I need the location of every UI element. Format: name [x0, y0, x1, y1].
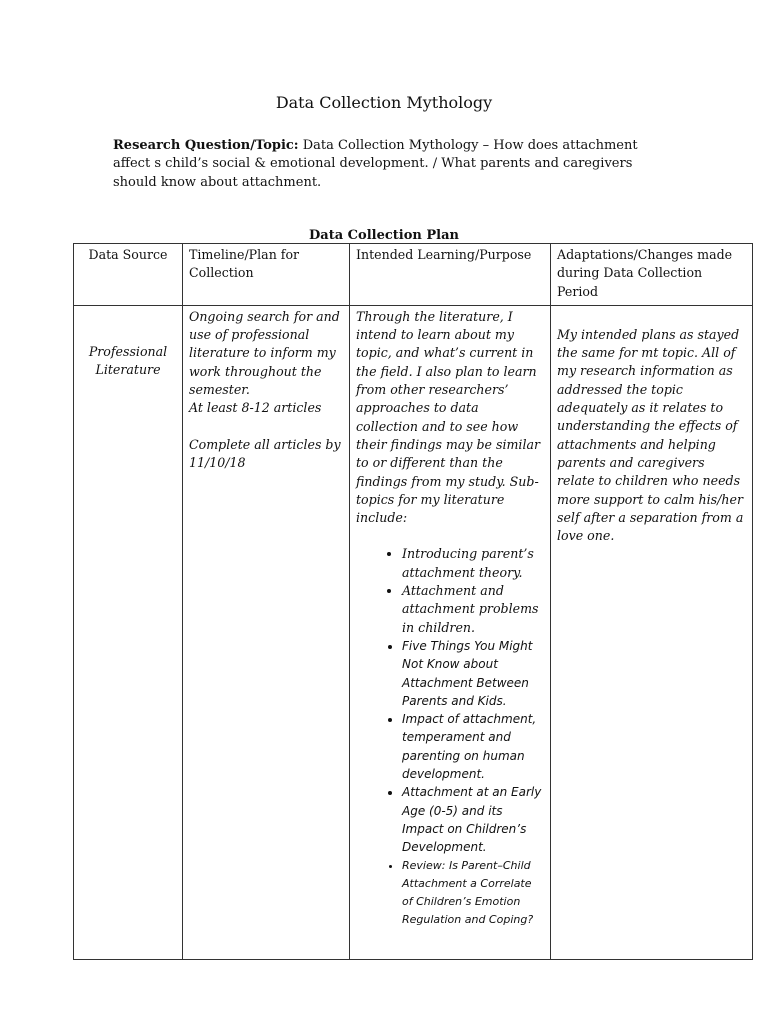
- list-item: • Attachment and attachment problems in children.: [402, 582, 544, 637]
- header-adaptations: Adaptations/Changes made during Data Collection Period: [551, 244, 753, 306]
- cell-source: [74, 305, 183, 959]
- plan-heading: Data Collection Plan: [309, 228, 459, 243]
- cell-timeline: [183, 305, 350, 959]
- timeline-spacer: [189, 418, 343, 436]
- table-row: [74, 305, 753, 959]
- header-purpose: Intended Learning/Purpose: [350, 244, 551, 306]
- header-timeline: Timeline/Plan for Collection: [183, 244, 350, 306]
- research-question-text: Data Collection Mythology – How does attachment affect s child’s social & emotional development. / What parents and caregivers should know about attachment.: [113, 138, 638, 190]
- source-text: Professional Literature: [88, 343, 168, 378]
- data-collection-table: [73, 243, 753, 960]
- cell-purpose: [350, 305, 551, 959]
- research-question: [113, 137, 643, 192]
- research-question-label: Research Question/Topic:: [113, 138, 299, 153]
- timeline-text-3: Complete all articles by 11/10/18: [189, 436, 341, 470]
- list-item: • Review: Is Parent–Child Attachment a Correlate of Children’s Emotion Regulation and Coping?: [402, 857, 544, 929]
- subtopic-list: [356, 545, 544, 928]
- timeline-text-1: Ongoing search for and use of professional literature to inform my work throughout the semester.: [189, 308, 340, 398]
- list-item: • Introducing parent’s attachment theory.: [402, 545, 544, 582]
- purpose-intro: Through the literature, I intend to learn about my topic, and what’s current in the field. I also plan to learn from other researchers’ approaches to data collection and to see how their findings may be similar to or different than the findings from my study. Sub-topics for my literature include:: [356, 308, 541, 526]
- table-header-row: [74, 244, 753, 306]
- document-title: Data Collection Mythology: [275, 93, 493, 112]
- list-item: • Impact of attachment, temperament and parenting on human development.: [402, 710, 544, 783]
- cell-adaptations: My intended plans as stayed the same for mt topic. All of my research information as addressed the topic adequately as it relates to understanding the effects of attachments and helping parents and caregivers relate to children who needs more support to calm his/her self after a separation from a love one.: [551, 305, 753, 959]
- timeline-text-2: At least 8-12 articles: [189, 400, 322, 416]
- list-item: • Five Things You Might Not Know about Attachment Between Parents and Kids.: [402, 637, 544, 710]
- header-data-source: Data Source: [74, 244, 183, 306]
- list-item: • Attachment at an Early Age (0-5) and its Impact on Children’s Development.: [402, 783, 544, 856]
